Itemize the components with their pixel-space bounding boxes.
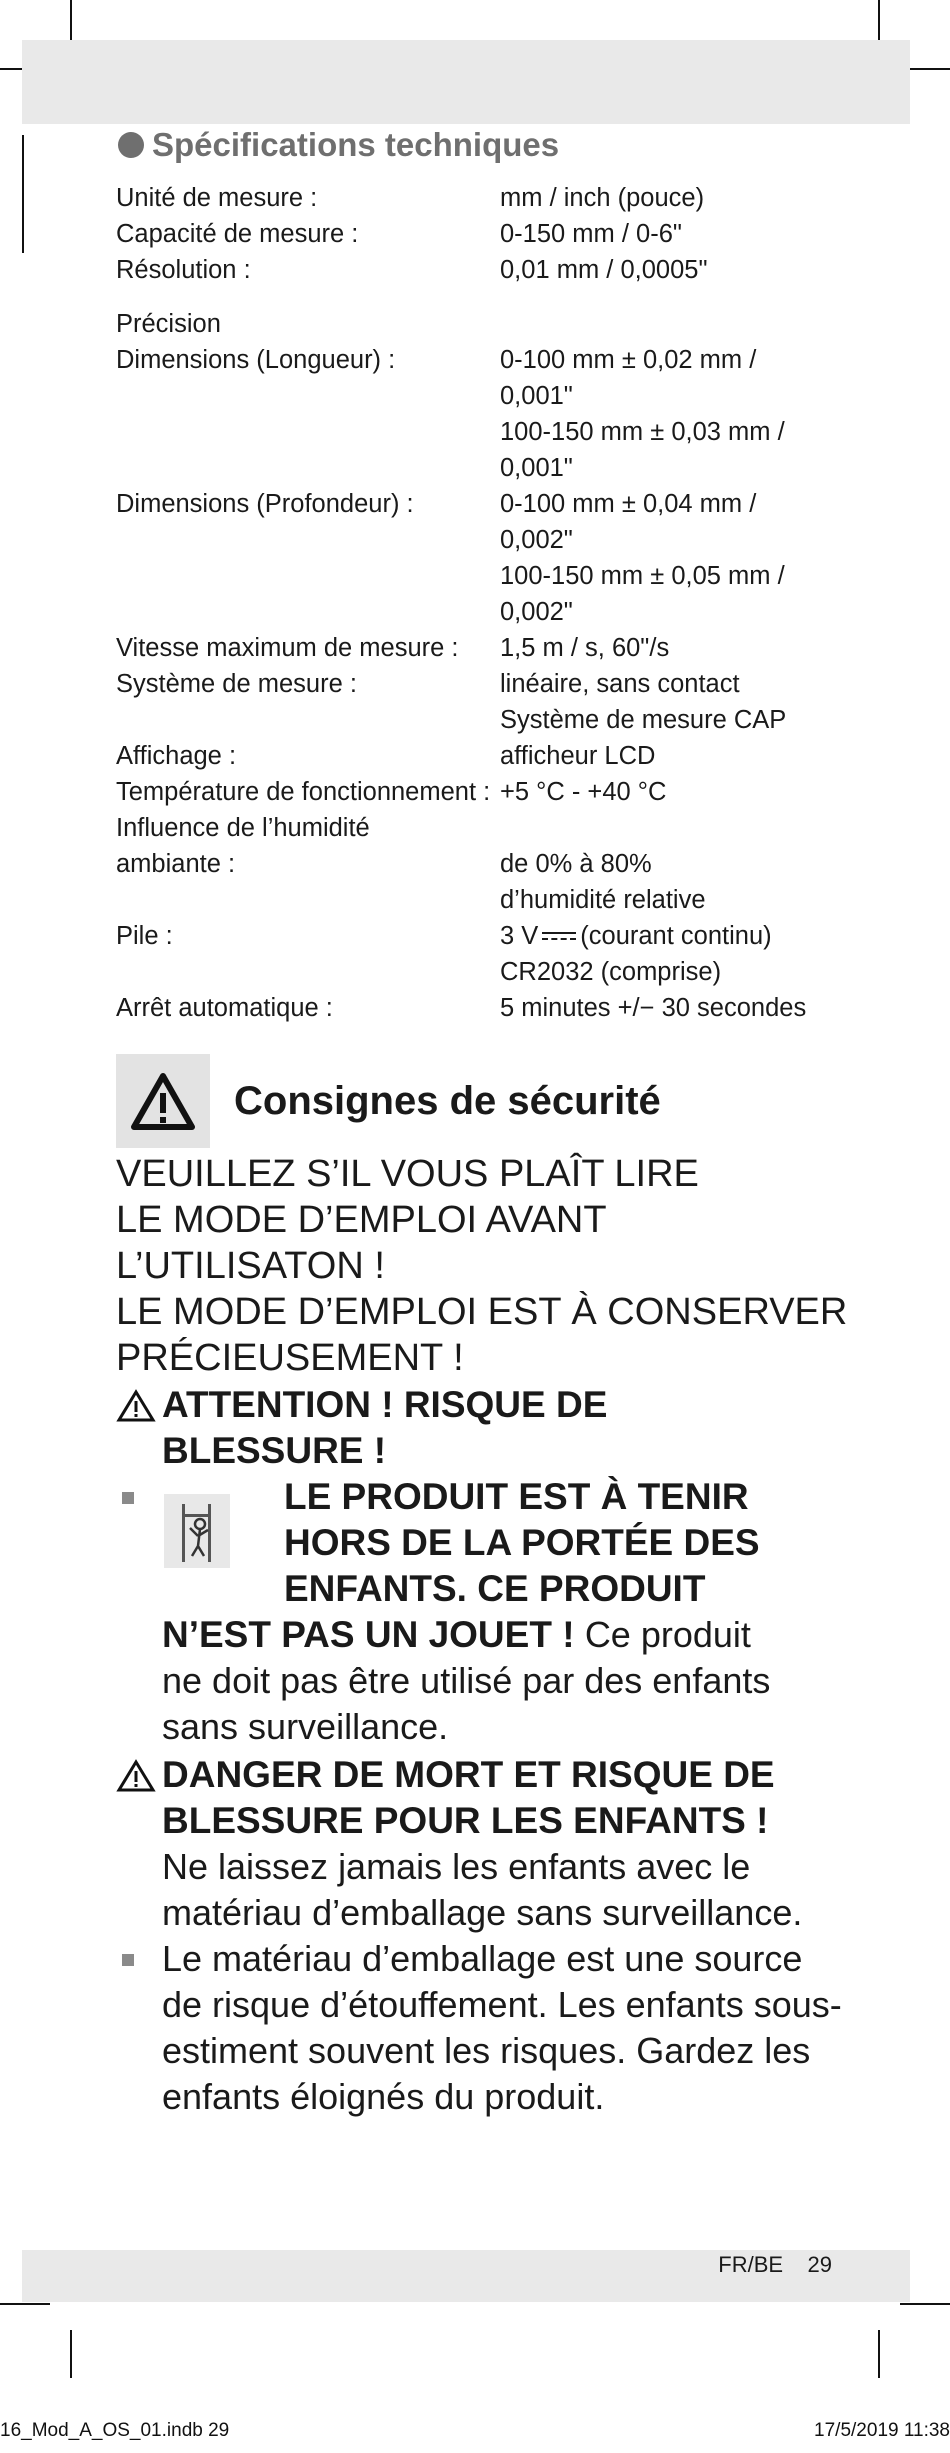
spec-row: Précision [116,310,221,338]
spec-row: CR2032 (comprise) [500,958,722,986]
spec-row: Dimensions (Profondeur) : 0-100 mm ± 0,04 mm / [116,490,757,518]
direct-current-icon [542,931,576,943]
spec-row: 0,002" [500,526,573,554]
spec-row: 0,002" [500,598,573,626]
warning-triangle-icon [116,1054,210,1148]
warning-small-icon [116,1389,156,1423]
spec-row: ambiante : de 0% à 80% [116,850,652,878]
spec-row: Arrêt automatique : 5 minutes +/− 30 secondes [116,994,807,1022]
crop-mark [878,0,880,40]
warning-injury: ATTENTION ! RISQUE DE BLESSURE ! [116,1382,906,1474]
bullet-dot-icon [118,132,144,158]
spec-row: Unité de mesure : mm / inch (pouce) [116,184,705,212]
spec-row: 0,001" [500,382,573,410]
spec-row: 0,001" [500,454,573,482]
spec-row: Système de mesure : linéaire, sans contact [116,670,740,698]
crop-mark [0,2303,50,2305]
spec-row: Vitesse maximum de mesure : 1,5 m / s, 60"/s [116,634,670,662]
header-band [22,40,910,124]
page-footer: FR/BE 29 [718,2252,832,2277]
crop-mark [22,135,24,253]
spec-row: d’humidité relative [500,886,706,914]
spec-row: Pile : 3 V (courant continu) [116,922,772,950]
bullet-square-icon [122,1492,134,1504]
print-slug-date: 17/5/2019 11:38 [814,2420,950,2441]
specifications-title: Spécifications techniques [152,126,560,163]
print-slug-file: 16_Mod_A_OS_01.indb 29 [0,2420,230,2441]
crop-mark [70,2330,72,2378]
spec-row: Dimensions (Longueur) : 0-100 mm ± 0,02 mm / [116,346,757,374]
spec-row: 100-150 mm ± 0,05 mm / [500,562,785,590]
spec-row: 100-150 mm ± 0,03 mm / [500,418,785,446]
warning-small-icon [116,1759,156,1793]
crop-mark [70,0,72,40]
spec-row: Capacité de mesure : 0-150 mm / 0-6" [116,220,682,248]
safety-title: Consignes de sécurité [234,1078,661,1123]
spec-row: Résolution : 0,01 mm / 0,0005" [116,256,708,284]
spec-row: Système de mesure CAP [500,706,787,734]
packaging-warning: Le matériau d’emballage est une source de risque d’étouffement. Les enfants sous- estiment souvent les risques. Gardez les enfants éloignés du produit. [116,1936,906,2120]
crop-mark [878,2330,880,2378]
spec-row: Température de fonctionnement : +5 °C - +40 °C [116,778,667,806]
bullet-square-icon [122,1954,134,1966]
warning-danger-children: DANGER DE MORT ET RISQUE DE BLESSURE POUR LES ENFANTS ! Ne laissez jamais les enfants avec le matériau d’emballage sans surveillance. [116,1752,906,1936]
crop-mark [900,2303,950,2305]
safety-heading [116,1054,661,1148]
spec-row: Influence de l’humidité [116,814,370,842]
specifications-heading [118,126,559,164]
child-warning-icon [164,1494,230,1568]
read-manual-notice: VEUILLEZ S’IL VOUS PLAÎT LIRE LE MODE D’EMPLOI AVANT L’UTILISATON ! LE MODE D’EMPLOI EST À CONSERVER PRÉCIEUSEMENT ! [116,1153,848,1379]
spec-row: Affichage : afficheur LCD [116,742,656,770]
specifications-table [116,180,876,1026]
children-warning: LE PRODUIT EST À TENIR HORS DE LA PORTÉE DES ENFANTS. CE PRODUIT N’EST PAS UN JOUET ! Ce produit ne doit pas être utilisé par des enfants sans surveillance. [116,1474,906,1750]
